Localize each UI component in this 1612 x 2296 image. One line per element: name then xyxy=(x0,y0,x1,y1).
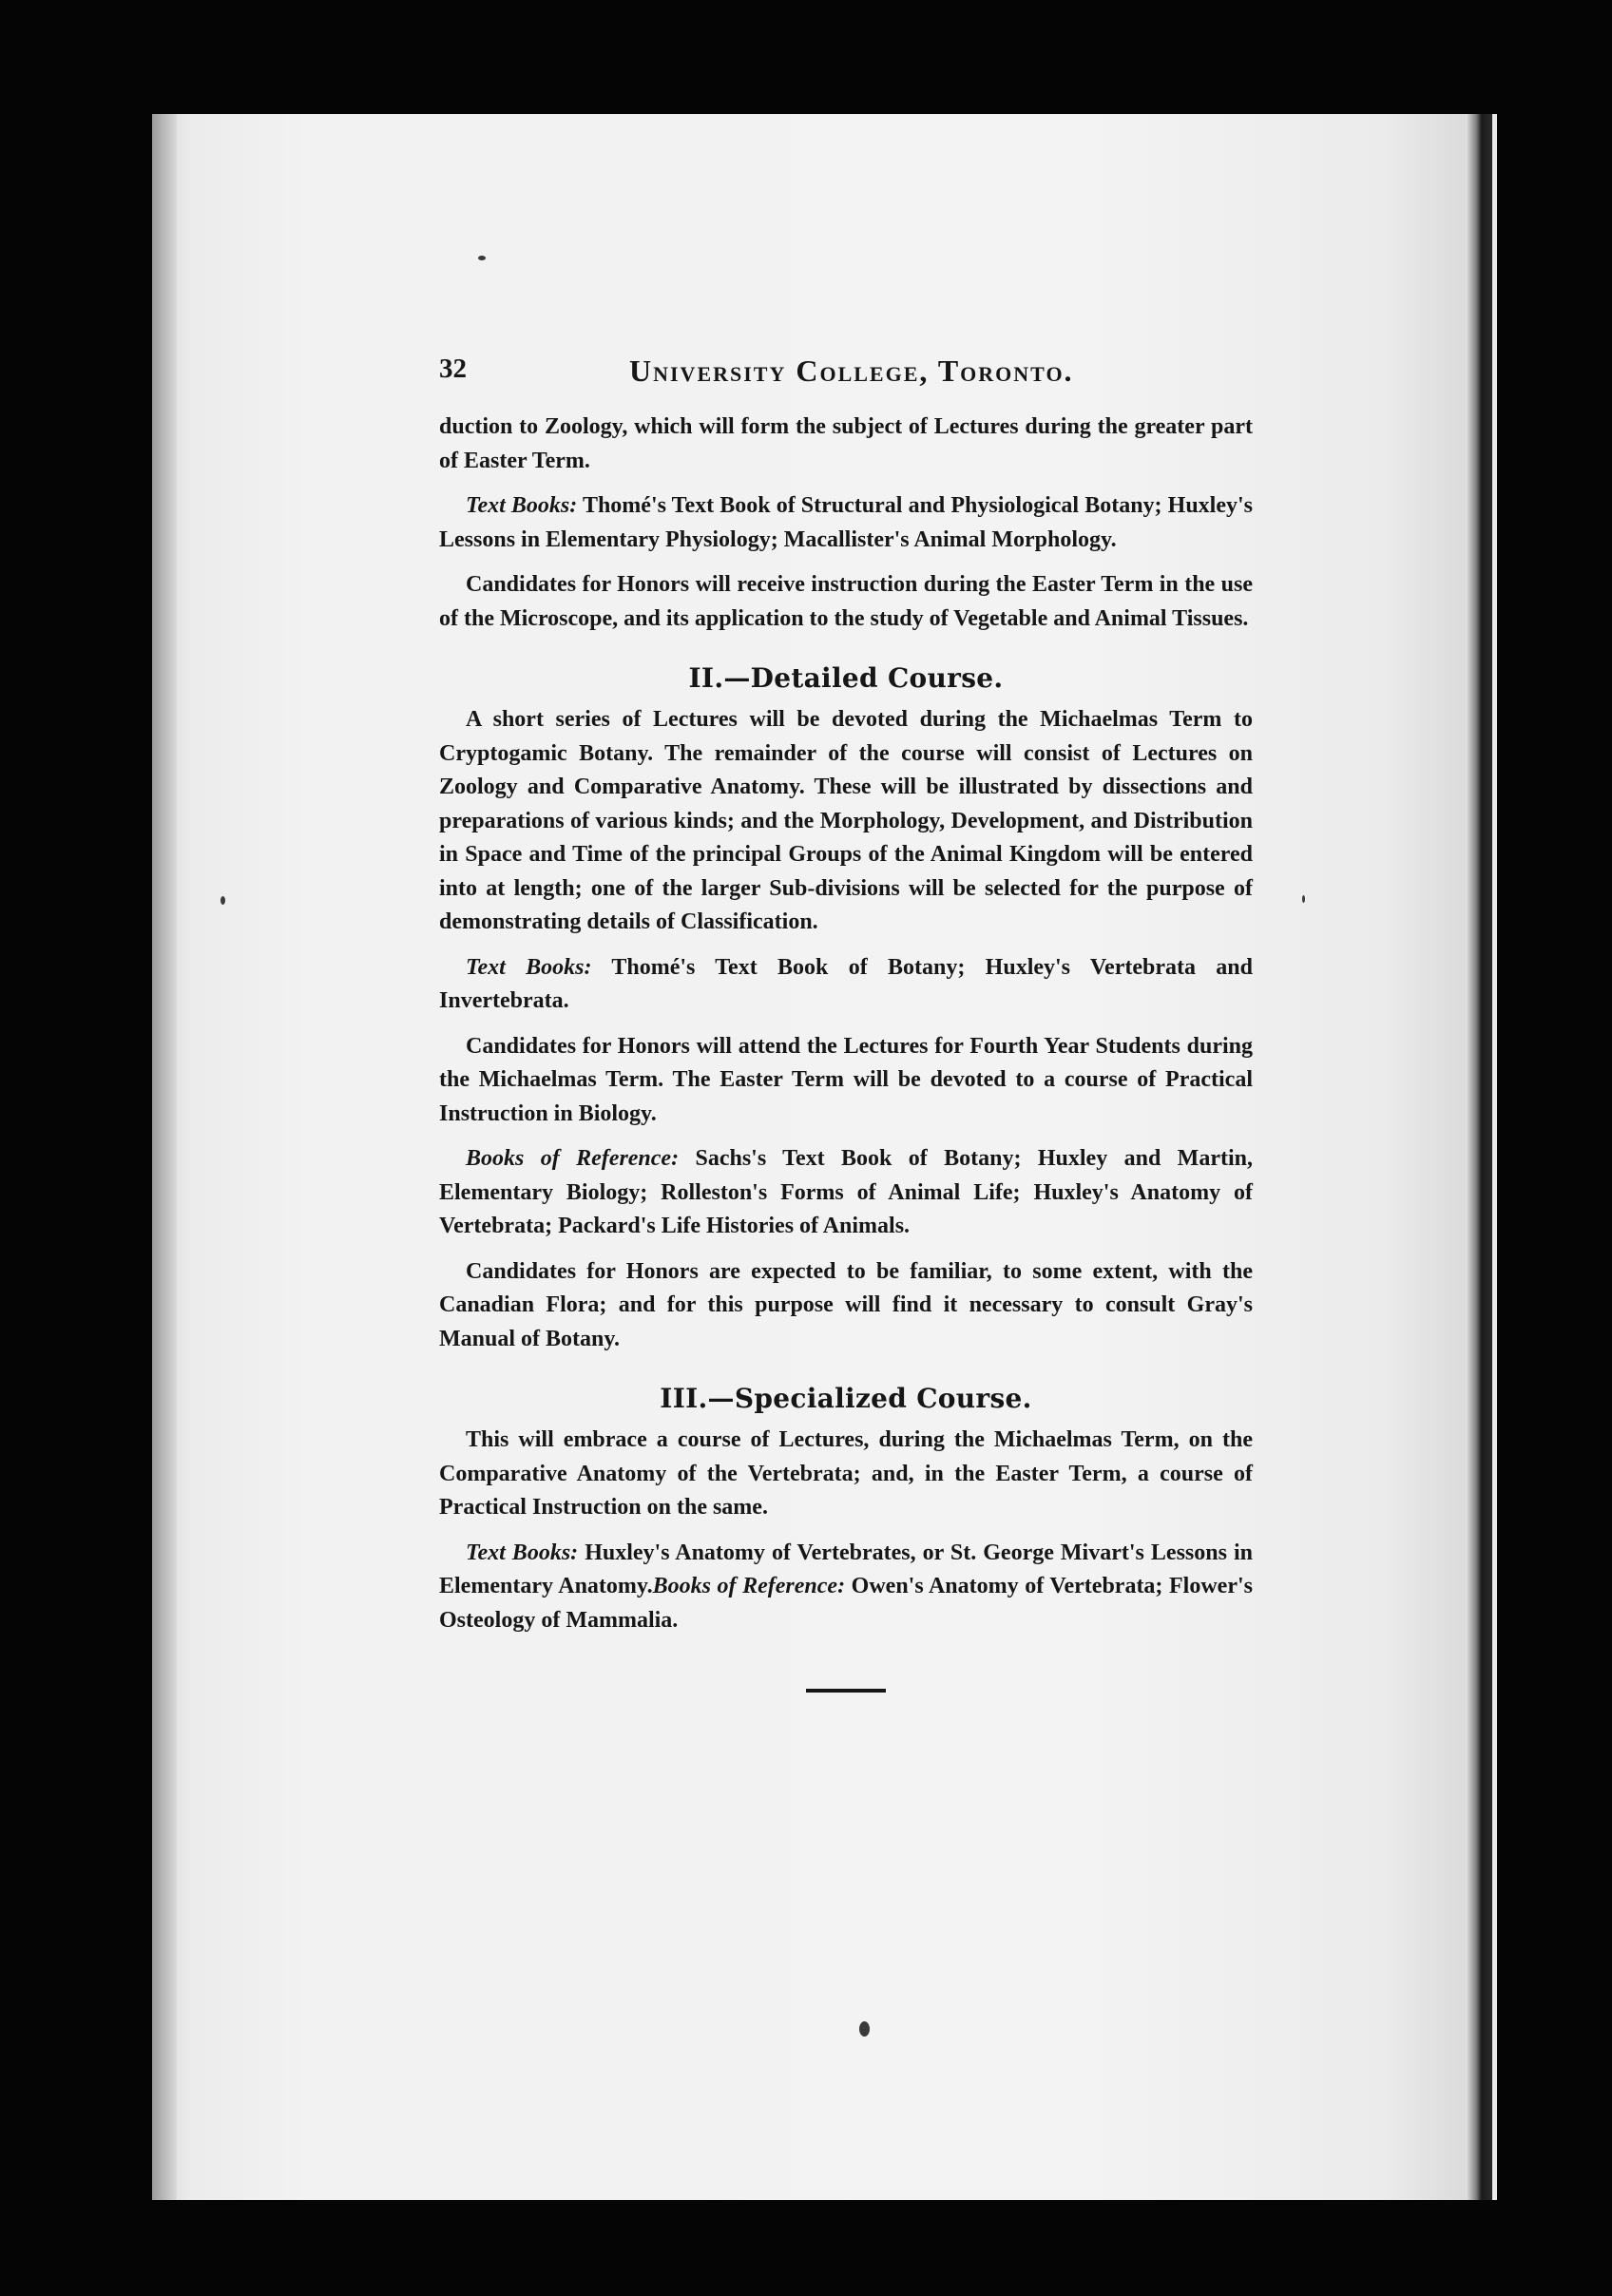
ink-speck xyxy=(478,256,486,260)
paragraph-text: Thomé's Text Book of Structural and Physiological Botany; Huxley's Lessons in Elementary Physiology; Macallister's Animal Morphology. xyxy=(439,493,1254,552)
running-head xyxy=(439,354,1253,403)
reference-label: Text Books: xyxy=(466,1540,579,1565)
paragraph-text: This will embrace a course of Lectures, during the Michaelmas Term, on the Comparative Anatomy of the Vertebrata; and, in the Easter Term, a course of Practical Instruction on the same. xyxy=(439,1427,1253,1520)
paragraph-text: Candidates for Honors will attend the Lectures for Fourth Year Students during the Michaelmas Term. The Easter Term will be devoted to a course of Practical Instruction in Biology. xyxy=(439,1033,1253,1126)
paragraph-text: Candidates for Honors are expected to be familiar, to some extent, with the Canadian Flora; and for this purpose will find it necessary to consult Gray's Manual of Botany. xyxy=(439,1258,1253,1351)
ink-speck xyxy=(221,896,225,905)
paragraph xyxy=(439,1424,1253,1525)
paragraph xyxy=(439,951,1253,1019)
paragraph xyxy=(439,489,1253,557)
section-heading: III.—Specialized Course. xyxy=(660,1383,1032,1414)
paragraph-text: Candidates for Honors will receive instruction during the Easter Term in the use of the Microscope, and its application to the study of Vegetable and Animal Tissues. xyxy=(439,572,1253,631)
paragraph-text: Owen's Anatomy of Vertebrata; Flower's Osteology of Mammalia. xyxy=(439,1574,1253,1633)
paragraph xyxy=(439,568,1253,636)
paragraph-text: Sachs's Text Book of Botany; Huxley and Martin, Elementary Biology; Rolleston's Forms of Animal Life; Huxley's Anatomy of Vertebrata; Packard's Life Histories of Animals. xyxy=(439,1146,1253,1238)
paragraph xyxy=(439,1030,1253,1132)
paragraph-text: Thomé's Text Book of Botany; Huxley's Vertebrata and Invertebrata. xyxy=(439,954,1254,1013)
paragraph xyxy=(439,703,1253,940)
body-text xyxy=(439,411,1253,1637)
binding-shadow xyxy=(152,114,177,2200)
ink-speck xyxy=(859,2021,870,2037)
paragraph xyxy=(439,1255,1253,1357)
paragraph-text: Huxley's Anatomy of Vertebrates, or St. George Mivart's Lessons in Elementary Anatomy. xyxy=(439,1540,1253,1598)
reference-label: Books of Reference: xyxy=(466,1146,680,1171)
running-title: University College, Toronto. xyxy=(629,354,1074,388)
page-content xyxy=(439,354,1253,1693)
section-heading: II.—Detailed Course. xyxy=(688,662,1004,694)
reference-label: Text Books: xyxy=(466,493,578,518)
paragraph xyxy=(439,411,1253,478)
ink-speck xyxy=(1302,895,1305,903)
reference-label: Books of Reference: xyxy=(652,1574,846,1598)
paragraph xyxy=(439,1142,1253,1244)
reference-label: Text Books: xyxy=(466,954,592,980)
end-rule xyxy=(806,1689,886,1693)
page-number: 32 xyxy=(439,354,467,384)
paragraph xyxy=(439,1537,1253,1638)
paragraph-text: duction to Zoology, which will form the subject of Lectures during the greater part of Easter Term. xyxy=(439,414,1253,473)
paragraph-text: A short series of Lectures will be devoted during the Michaelmas Term to Cryptogamic Botany. The remainder of the course will consist of Lectures on Zoology and Comparative Anatomy. These will be illustrated by dissections and preparations of various kinds; and the Morphology, Development, and Distribution in Space and Time of the principal Groups of the Animal Kingdom will be entered into at length; one of the larger Sub-divisions will be selected for the purpose of demonstrating details of Classification. xyxy=(439,707,1253,934)
page-fold-edge xyxy=(1466,114,1492,2200)
